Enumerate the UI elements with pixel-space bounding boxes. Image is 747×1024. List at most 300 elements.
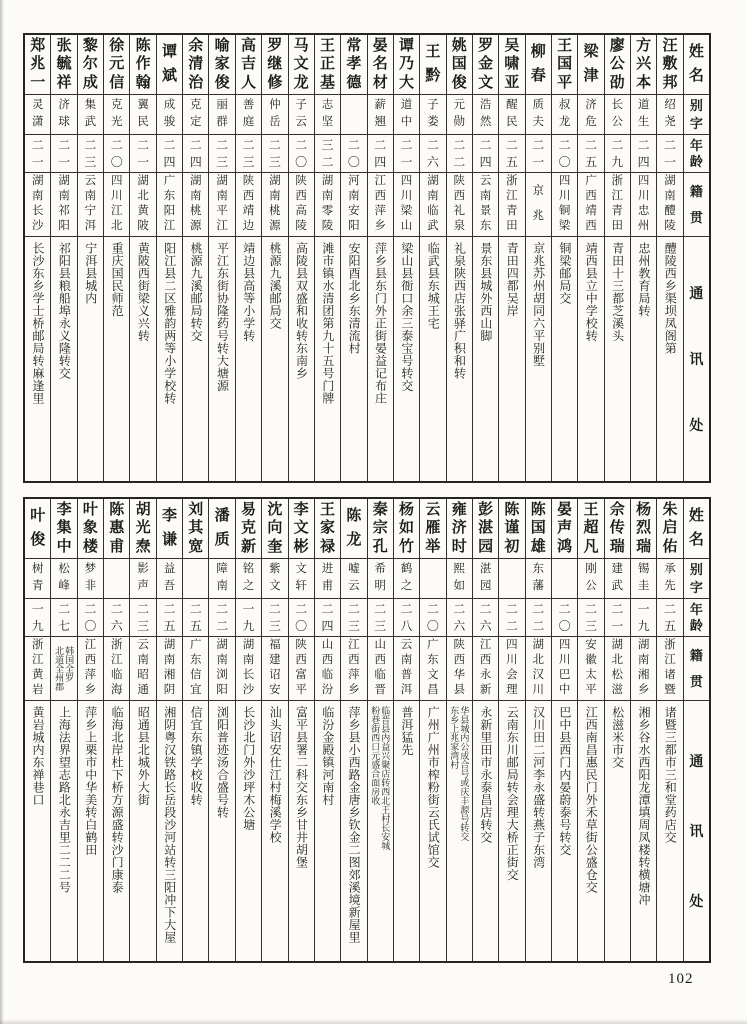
char: 汾 — [321, 684, 334, 697]
address-note: 粉巷街西口元盛合面房收 — [370, 706, 381, 805]
entry-column — [472, 499, 498, 961]
char: 南 — [216, 654, 228, 667]
char: 二 — [663, 138, 676, 153]
char: 乡 — [84, 684, 97, 697]
age-cell — [130, 599, 155, 637]
vertical-text — [269, 242, 282, 330]
entry-column — [156, 35, 182, 481]
origin-cell — [578, 637, 603, 701]
char: 谭 — [399, 37, 415, 54]
char: 紫 — [269, 563, 281, 576]
text-line: 浏阳普迹汤合盛号转 — [215, 706, 230, 819]
char: 叶 — [30, 507, 46, 524]
char: 影 — [137, 563, 149, 576]
text-line: 富平县署二科交东乡甘井胡堡 — [294, 706, 309, 869]
char: 〇 — [347, 154, 360, 169]
char: 济 — [58, 99, 70, 112]
text-line: 萍乡县东门外正街晏益记布庄 — [373, 242, 388, 405]
name-cell — [157, 499, 182, 559]
courtesy-name-cell — [552, 95, 577, 135]
age-cell — [631, 135, 656, 173]
name-cell — [157, 35, 182, 95]
entry-column — [656, 35, 682, 481]
address-cell — [526, 237, 551, 481]
char: 启 — [662, 520, 678, 536]
char: 晏 — [372, 37, 388, 54]
char: 长 — [242, 669, 255, 682]
text-line: 黄岩城内东禅巷口 — [31, 706, 46, 806]
courtesy-name-cell — [341, 95, 366, 135]
header-origin — [684, 637, 709, 701]
char: 二 — [163, 602, 176, 617]
vertical-text — [664, 706, 677, 844]
char: 四 — [111, 175, 123, 188]
char: 兴 — [636, 56, 652, 72]
origin-cell — [499, 173, 524, 237]
char: 云 — [425, 501, 441, 518]
char: 王 — [557, 37, 573, 54]
name-cell — [236, 35, 261, 95]
char: 龄 — [689, 618, 703, 634]
entry-column — [235, 35, 261, 481]
courtesy-name-cell — [262, 559, 287, 599]
vertical-text — [585, 242, 598, 342]
char: 会 — [506, 669, 518, 682]
char: 潇 — [31, 116, 44, 129]
char: 青 — [506, 205, 518, 218]
char: 新 — [479, 684, 492, 697]
char: 子 — [295, 99, 307, 112]
char: 姓 — [688, 43, 704, 60]
text-line: 湘阴粤汉铁路长岳段沙河站转三阳冲下大屋 — [162, 706, 177, 944]
char: 福 — [269, 639, 281, 652]
char: 先 — [664, 580, 676, 593]
address-cell — [526, 701, 551, 961]
courtesy-name-cell — [183, 95, 208, 135]
vertical-text — [321, 706, 334, 806]
char: 阳 — [58, 220, 70, 233]
age-cell — [473, 599, 498, 637]
char: 广 — [427, 639, 439, 652]
address-cell — [473, 237, 498, 481]
char: 二 — [58, 602, 71, 617]
text-line: 广州广州市榨粉街云氏试馆交 — [426, 706, 441, 869]
courtesy-name-cell — [104, 559, 129, 599]
char: 一 — [663, 154, 676, 169]
char: 云 — [137, 639, 149, 652]
age-cell — [447, 135, 472, 173]
vertical-text — [84, 706, 97, 856]
vertical-text — [137, 706, 150, 806]
char: 湖 — [611, 639, 624, 652]
char: 洱 — [400, 684, 413, 697]
char: 江 — [84, 639, 97, 652]
char: 九 — [31, 618, 44, 633]
origin-cell — [289, 173, 314, 237]
char: 二 — [558, 138, 571, 153]
char: 承 — [664, 563, 676, 576]
text-line: 湘乡谷水西阳龙潭填周凤楼转横塘冲 — [636, 706, 651, 906]
courtesy-name-cell — [78, 95, 103, 135]
char: 胡 — [135, 501, 151, 518]
char: 成 — [82, 74, 98, 91]
origin-cell — [578, 173, 603, 237]
name-cell — [183, 499, 208, 559]
courtesy-name-cell — [578, 559, 603, 599]
char: 江 — [31, 654, 44, 667]
char: 子 — [427, 99, 439, 112]
char: 湖 — [269, 175, 281, 188]
entry-column — [446, 35, 472, 481]
name-cell — [552, 499, 577, 559]
text-line: 松滋米市交 — [610, 706, 625, 769]
address-cell — [341, 237, 366, 481]
origin-cell — [183, 173, 208, 237]
char: 昌 — [427, 684, 439, 697]
char: 陈 — [530, 501, 546, 518]
char: 二 — [110, 602, 123, 617]
origin-cell — [341, 173, 366, 237]
char: 中 — [558, 684, 571, 697]
char: 本 — [636, 74, 652, 91]
char: 〇 — [295, 618, 308, 633]
address-cell — [368, 237, 393, 481]
name-cell — [289, 499, 314, 559]
char: 陕 — [453, 639, 465, 652]
char: 黄 — [137, 205, 149, 218]
vertical-text — [58, 706, 71, 894]
char: 嘘 — [348, 563, 360, 576]
origin-cell — [473, 173, 498, 237]
char: 零 — [321, 205, 334, 218]
char: 一 — [137, 154, 150, 169]
entry-column — [103, 499, 129, 961]
char: 丽 — [216, 99, 228, 112]
char: 武 — [427, 220, 439, 233]
char: 郑 — [30, 37, 46, 54]
char: 五 — [663, 618, 676, 633]
char: 武 — [84, 116, 97, 129]
address-cell — [104, 237, 129, 481]
name-cell — [368, 499, 393, 559]
char: 二 — [374, 602, 387, 617]
char: 南 — [479, 190, 492, 203]
age-cell — [51, 135, 76, 173]
origin-cell — [209, 173, 234, 237]
char: 树 — [31, 563, 44, 576]
origin-cell — [157, 637, 182, 701]
char: 高 — [295, 205, 307, 218]
char: 南 — [216, 580, 228, 593]
courtesy-name-cell — [209, 559, 234, 599]
char: 二 — [611, 602, 624, 617]
char: 临 — [321, 669, 334, 682]
entry-column — [50, 35, 76, 481]
char: 如 — [453, 580, 465, 593]
vertical-text — [163, 706, 176, 944]
char: 雍 — [451, 501, 467, 518]
age-cell — [473, 135, 498, 173]
char: 向 — [267, 520, 283, 536]
text-line: 普洱猛先 — [399, 706, 414, 756]
name-cell — [262, 35, 287, 95]
char: 山 — [400, 220, 413, 233]
age-cell — [209, 599, 234, 637]
char: 二 — [58, 138, 71, 153]
char: 秦 — [372, 501, 388, 518]
text-line: 梁山县衙口余三泰宝号转交 — [399, 242, 414, 392]
header-address — [684, 237, 709, 481]
courtesy-name-cell — [236, 559, 261, 599]
name-cell — [552, 35, 577, 95]
char: 西 — [585, 220, 597, 233]
courtesy-name-cell — [341, 559, 366, 599]
char: 文 — [295, 563, 307, 576]
char: 梦 — [84, 563, 97, 576]
text-line: 上海法界望志路北永吉里二二二号 — [57, 706, 72, 894]
header-origin — [684, 173, 709, 237]
char: 永 — [479, 669, 492, 682]
char: 济 — [451, 520, 467, 536]
char: 贯 — [689, 209, 703, 225]
char: 〇 — [84, 618, 97, 633]
char: 东 — [427, 654, 439, 667]
char: 岩 — [31, 684, 44, 697]
char: 昭 — [137, 669, 149, 682]
header-courtesy-name — [684, 559, 709, 599]
char: 二 — [268, 602, 281, 617]
entry-column — [129, 35, 155, 481]
char: 作 — [135, 56, 151, 72]
char: 俊 — [451, 74, 467, 91]
char: 八 — [400, 618, 413, 633]
char: 园 — [478, 538, 494, 555]
char: 乡 — [348, 684, 360, 697]
address-cell — [315, 237, 340, 481]
courtesy-name-cell — [368, 95, 393, 135]
char: 王 — [320, 37, 336, 54]
char: 克 — [190, 99, 202, 112]
char: 松 — [58, 563, 70, 576]
age-cell — [341, 599, 366, 637]
age-cell — [657, 599, 682, 637]
char: 二 — [479, 138, 492, 153]
char: 湖 — [216, 639, 228, 652]
char: 西 — [321, 654, 334, 667]
name-cell — [605, 35, 630, 95]
age-cell — [578, 599, 603, 637]
char: 阳 — [348, 220, 360, 233]
char: 沈 — [267, 501, 283, 518]
char: 富 — [295, 669, 307, 682]
char: 西 — [453, 190, 465, 203]
char: 烈 — [636, 520, 652, 536]
courtesy-name-cell — [473, 95, 498, 135]
char: 之 — [242, 580, 255, 593]
char: 王 — [320, 501, 336, 518]
char: 成 — [163, 99, 176, 112]
char: 元 — [453, 99, 465, 112]
char: 四 — [400, 175, 413, 188]
origin-cell — [341, 637, 366, 701]
age-cell — [368, 135, 393, 173]
char: 江 — [506, 190, 518, 203]
text-line: 桃源九溪邮局交 — [268, 242, 283, 330]
age-cell — [236, 599, 261, 637]
entry-column — [446, 499, 472, 961]
courtesy-name-cell — [447, 559, 472, 599]
char: 籍 — [689, 648, 703, 664]
char: 陵 — [664, 220, 676, 233]
char: 西 — [242, 190, 255, 203]
age-cell — [289, 135, 314, 173]
char: 王 — [583, 501, 599, 518]
char: 二 — [400, 138, 413, 153]
age-cell — [499, 135, 524, 173]
entry-column — [630, 35, 656, 481]
vertical-text — [374, 242, 387, 405]
char: 文 — [478, 74, 494, 91]
vertical-text — [479, 706, 492, 844]
char: 治 — [188, 74, 204, 91]
header-courtesy-name — [684, 95, 709, 135]
courtesy-name-cell — [526, 559, 551, 599]
origin-cell — [130, 173, 155, 237]
char: 二 — [584, 602, 597, 617]
origin-cell — [605, 637, 630, 701]
char: 文 — [293, 56, 309, 72]
char: 四 — [558, 639, 571, 652]
origin-cell — [78, 637, 103, 701]
courtesy-name-cell — [236, 95, 261, 135]
name-cell — [78, 499, 103, 559]
char: 二 — [426, 602, 439, 617]
char: 二 — [216, 602, 229, 617]
char: 醒 — [506, 99, 518, 112]
char: 集 — [56, 520, 72, 536]
char: 危 — [585, 116, 597, 129]
char: 圭 — [637, 580, 650, 593]
entry-column — [340, 35, 366, 481]
char: 道 — [400, 99, 413, 112]
age-cell — [605, 599, 630, 637]
origin-cell — [552, 173, 577, 237]
char: 姚 — [451, 37, 467, 54]
age-cell — [157, 135, 182, 173]
char: 余 — [188, 37, 204, 54]
text-line: 信宜东镇学校收转 — [189, 706, 204, 806]
char: 一 — [637, 602, 650, 617]
char: 家 — [320, 520, 336, 536]
char: 甫 — [321, 580, 334, 593]
courtesy-name-cell — [183, 559, 208, 599]
age-cell — [25, 599, 50, 637]
char: 〇 — [295, 154, 308, 169]
text-line: 巴中县西门内晏蔚泰号转交 — [557, 706, 572, 856]
address-cell — [157, 237, 182, 481]
name-cell — [499, 35, 524, 95]
origin-cell — [631, 173, 656, 237]
char: 材 — [372, 74, 388, 91]
char: 湖 — [321, 175, 334, 188]
name-cell — [341, 35, 366, 95]
entry-column — [367, 499, 393, 961]
address-cell — [130, 237, 155, 481]
char: 浙 — [111, 639, 123, 652]
name-cell — [368, 35, 393, 95]
entry-column — [208, 35, 234, 481]
char: 然 — [479, 116, 492, 129]
address-cell — [262, 701, 287, 961]
char: 陂 — [137, 220, 149, 233]
address-cell — [368, 701, 393, 961]
text-line: 汉川田二河李永盛转燕子东湾 — [531, 706, 546, 869]
char: 四 — [479, 154, 492, 169]
char: 人 — [240, 74, 256, 91]
char: 川 — [558, 190, 571, 203]
char: 长 — [611, 99, 624, 112]
text-line: 临晋县内益兴聚店转西北王村长安城 — [380, 706, 391, 850]
char: 祁 — [58, 205, 70, 218]
origin-cell — [657, 173, 682, 237]
char: 象 — [82, 520, 98, 536]
char: 晋 — [374, 684, 386, 697]
char: 靖 — [585, 205, 597, 218]
origin-cell — [236, 173, 261, 237]
address-cell — [447, 701, 472, 961]
char: 瑞 — [636, 538, 652, 555]
char: 源 — [269, 220, 281, 233]
origin-cell — [552, 637, 577, 701]
text-line: 华县城内公成合号或庆丰源号转交 — [459, 706, 470, 841]
char: 亚 — [504, 74, 520, 91]
address-cell — [104, 701, 129, 961]
origin-cell — [526, 173, 551, 237]
name-cell — [657, 499, 682, 559]
age-cell — [368, 599, 393, 637]
entry-column — [604, 499, 630, 961]
char: 别 — [689, 98, 703, 114]
char: 津 — [583, 68, 599, 85]
char: 一 — [242, 602, 255, 617]
address-cell — [157, 701, 182, 961]
text-line: 京兆苏州胡同六平别墅 — [531, 242, 546, 367]
char: 毓 — [56, 56, 72, 72]
char: 南 — [348, 190, 360, 203]
entry-column — [182, 499, 208, 961]
header-column — [683, 35, 709, 481]
text-line: 安阳酉北乡东清流村 — [347, 242, 362, 355]
char: 礼 — [453, 205, 465, 218]
vertical-text — [611, 706, 624, 769]
char: 道 — [637, 99, 650, 112]
origin-cell — [394, 173, 419, 237]
char: 宁 — [84, 205, 97, 218]
vertical-text — [348, 242, 361, 355]
char: 信 — [109, 74, 125, 91]
text-line: 云南东川邮局转会理大桥正街交 — [505, 706, 520, 881]
address-cell — [605, 701, 630, 961]
char: 吾 — [163, 580, 176, 593]
name-cell — [631, 35, 656, 95]
char: 广 — [190, 639, 202, 652]
char: 字 — [689, 579, 703, 595]
char: 诸 — [664, 669, 676, 682]
char: 尔 — [82, 56, 98, 72]
char: 彭 — [478, 501, 494, 518]
address-cell — [209, 701, 234, 961]
vertical-text — [242, 242, 255, 342]
